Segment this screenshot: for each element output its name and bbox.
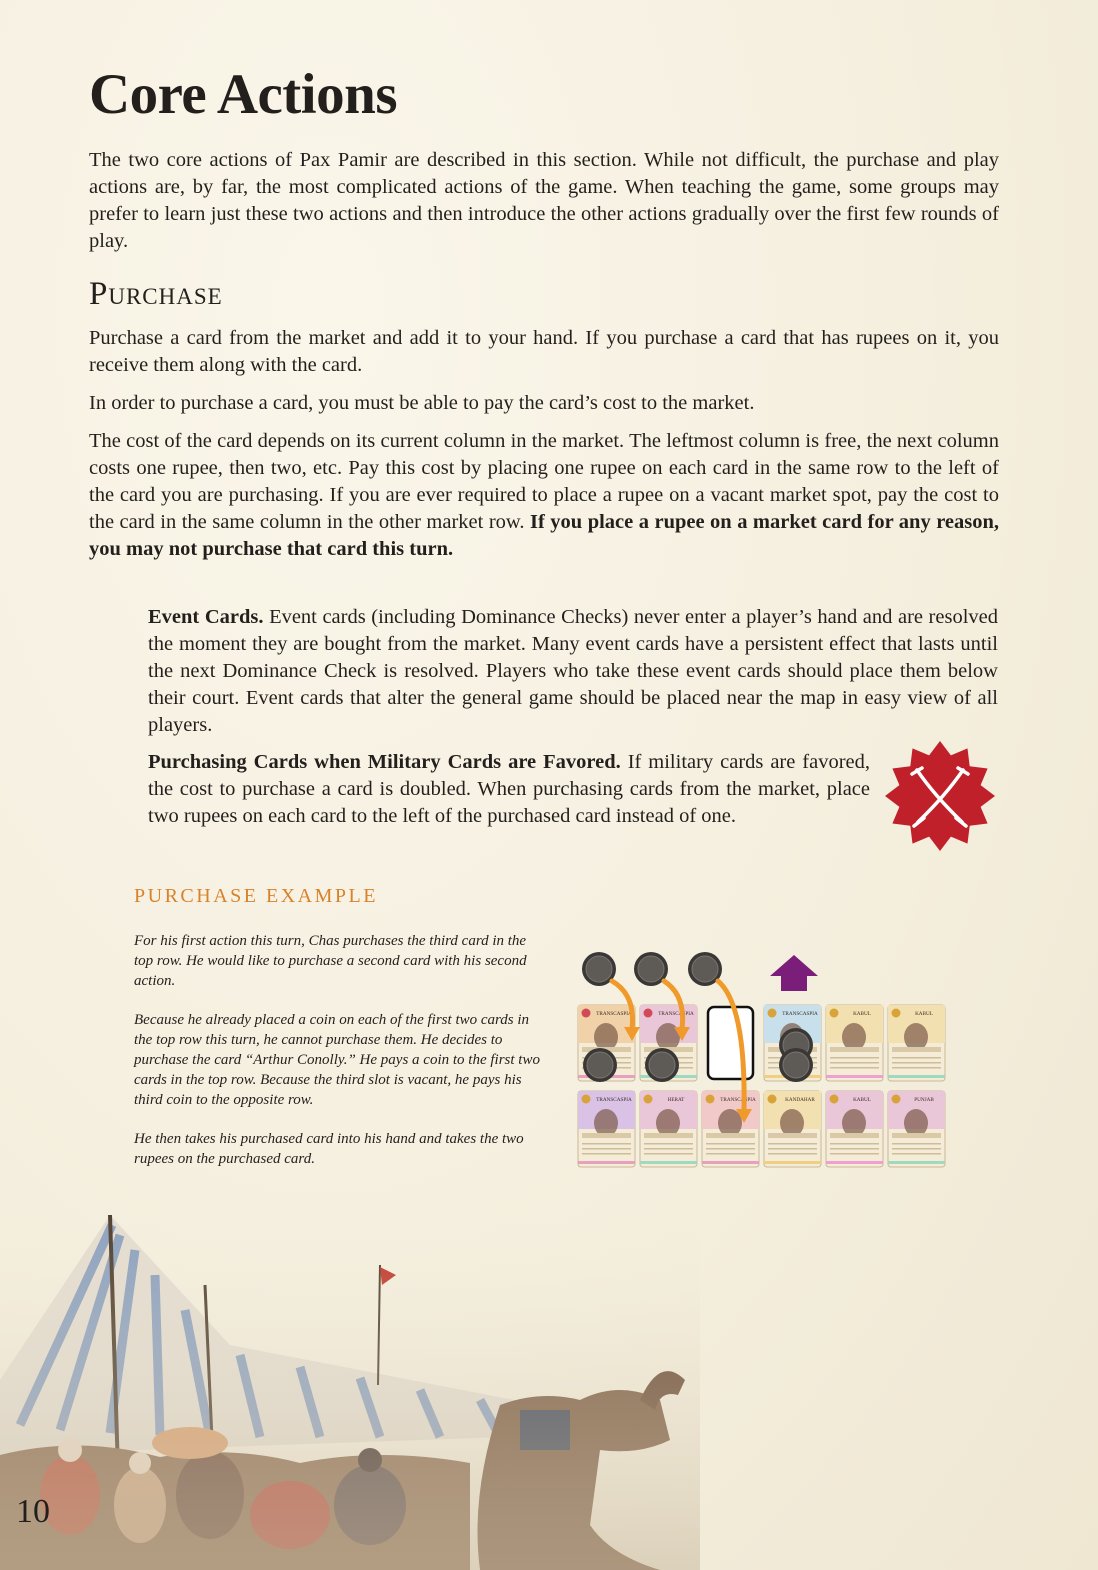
market-card-bottom-1 [578, 1091, 635, 1167]
card-region-label: PUNJAB [914, 1097, 934, 1103]
event-cards-text: Event cards (including Dominance Checks) never enter a player’s hand and are resolved the moment they are bought from the market. Many event cards have a persistent effect that lasts until the next Dominance Check is resolved. Players who take these event cards should place them below their court. Event cards that alter the general game should be placed near the map in easy view of all players. [148, 606, 999, 736]
purchase-paragraph-1: Purchase a card from the market and add it to your hand. If you purchase a card that has rupees on it, you receive them along with the card. [89, 327, 999, 376]
market-illustration [574, 945, 954, 1177]
purchase-arrow-icon [770, 955, 818, 991]
card-region-label: KABUL [853, 1011, 871, 1017]
example-paragraph-2: Because he already placed a coin on each of the first two cards in the top row this turn, he cannot purchase them. He decides to purchase the card “Arthur Conolly.” He pays a coin to the first two cards in the top row. Because the third slot is vacant, he pays his third coin to the opposite row. [134, 1012, 540, 1108]
card-region-label: TRANSCASPIA [720, 1097, 756, 1103]
card-region-label: KABUL [853, 1097, 871, 1103]
example-paragraph-1: For his first action this turn, Chas purchases the third card in the top row. He would like to purchase a second card with his second action. [134, 933, 527, 989]
military-text: If military cards are favored, the cost to purchase a card is doubled. When purchasing cards from the market, place two rupees on each card to the left of the purchased card instead of one. [148, 751, 871, 827]
card-region-label: TRANSCASPIA [782, 1011, 818, 1017]
vacant-market-slot [708, 1007, 753, 1079]
market-card-bottom-5 [826, 1091, 883, 1167]
market-card-top-6 [888, 1005, 945, 1081]
market-card-bottom-4 [764, 1091, 821, 1167]
event-cards-title: Event Cards. [148, 606, 264, 628]
card-region-label: KABUL [915, 1011, 933, 1017]
market-card-top-5 [826, 1005, 883, 1081]
card-region-label: HERAT [667, 1097, 685, 1103]
market-card-bottom-3 [702, 1091, 759, 1167]
purchase-section [89, 325, 999, 574]
special-rules [148, 604, 998, 840]
page-title: Core Actions [89, 63, 398, 126]
example-paragraph-3: He then takes his purchased card into his hand and takes the two rupees on the purchased card. [134, 1131, 524, 1167]
event-cards-paragraph [148, 604, 998, 739]
example-text [134, 931, 544, 1188]
purchase-rule-bold: If you place a rupee on a market card for any reason, you may not purchase that card this turn. [89, 511, 1000, 560]
card-region-label: KANDAHAR [785, 1097, 815, 1103]
intro-paragraph: The two core actions of Pax Pamir are described in this section. While not difficult, the purchase and play actions are, by far, the most complicated actions of the game. When teaching the game, some groups may prefer to learn just these two actions and then introduce the other actions gradually over the first few rounds of play. [89, 149, 999, 252]
purchase-cost-text: The cost of the card depends on its current column in the market. The leftmost column is free, the next column costs one rupee, then two, etc. Pay this cost by placing one rupee on each card in the same row to the left of the card you are purchasing. If you are ever required to place a rupee on a vacant market spot, pay the cost to the card in the same column in the other market row. [89, 430, 999, 533]
intro-section [89, 147, 999, 255]
card-region-label: TRANSCASPIA [596, 1097, 632, 1103]
coin-card-2 [645, 1048, 679, 1082]
military-title: Purchasing Cards when Military Cards are Favored. [148, 751, 621, 773]
page-number: 10 [16, 1493, 50, 1530]
market-card-bottom-6 [888, 1091, 945, 1167]
purchase-paragraph-3 [89, 428, 999, 563]
purchase-paragraph-2: In order to purchase a card, you must be able to pay the card’s cost to the market. [89, 392, 755, 414]
military-paragraph [148, 749, 870, 830]
card-region-label: TRANSCASPIA [596, 1011, 632, 1017]
coin-card-1 [583, 1048, 617, 1082]
purchase-heading: Purchase [89, 276, 223, 312]
market-card-bottom-2 [640, 1091, 697, 1167]
coin-card-4 [779, 1048, 813, 1082]
bazaar-tent-illustration [0, 1195, 700, 1570]
card-region-label: TRANSCASPIA [658, 1011, 694, 1017]
example-title: PURCHASE EXAMPLE [134, 885, 378, 907]
military-favored-icon [884, 740, 996, 852]
